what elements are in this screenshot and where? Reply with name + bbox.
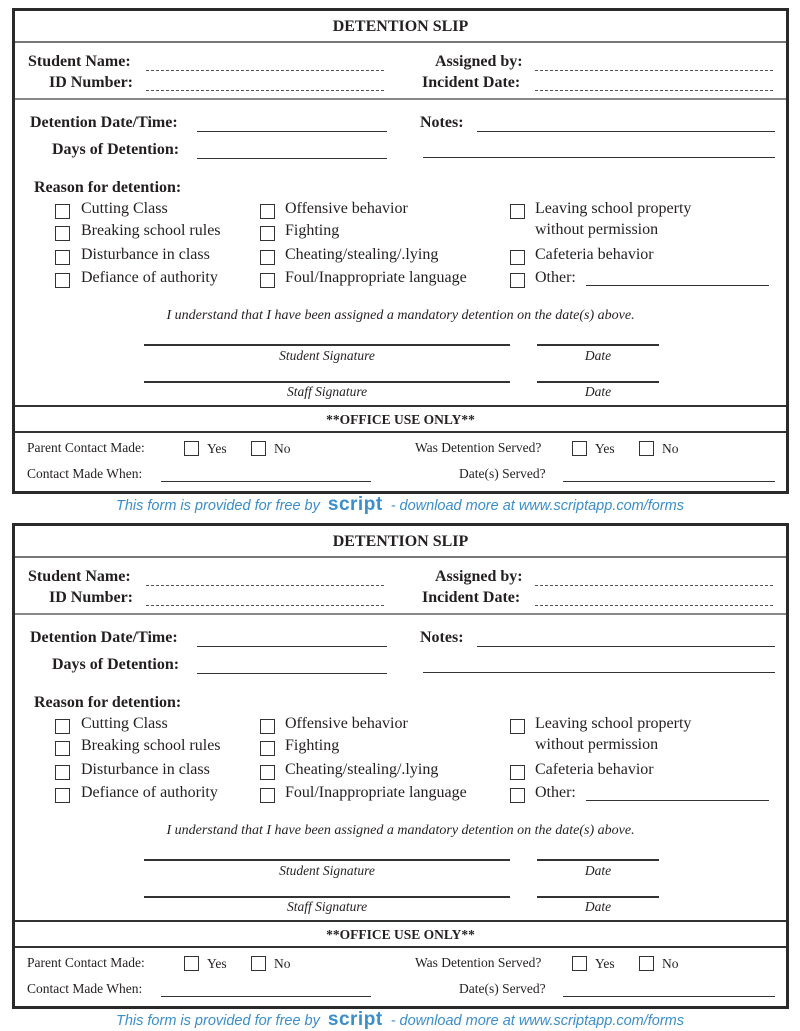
student-date-field[interactable] bbox=[537, 859, 659, 861]
footer-suffix[interactable]: - download more at www.scriptapp.com/forms bbox=[390, 498, 685, 514]
served-yes-label: Yes bbox=[595, 956, 615, 971]
served-no-label: No bbox=[662, 956, 679, 971]
disturbance-label: Disturbance in class bbox=[81, 761, 210, 778]
contact-when-label: Contact Made When: bbox=[27, 466, 143, 481]
reason-label: Reason for detention: bbox=[34, 694, 182, 711]
cutting-class-checkbox[interactable] bbox=[55, 719, 70, 734]
leaving-property-label: Leaving school property bbox=[535, 200, 692, 217]
reason-label: Reason for detention: bbox=[34, 179, 182, 196]
assigned-by-field[interactable] bbox=[535, 585, 773, 586]
disturbance-label: Disturbance in class bbox=[81, 246, 210, 263]
defiance-checkbox[interactable] bbox=[55, 273, 70, 288]
staff-signature-label: Staff Signature bbox=[286, 384, 368, 399]
other-field[interactable] bbox=[586, 285, 769, 286]
footer-credit bbox=[0, 494, 800, 516]
student-signature-field[interactable] bbox=[144, 344, 510, 346]
cafeteria-label: Cafeteria behavior bbox=[535, 761, 654, 778]
fighting-label: Fighting bbox=[285, 222, 340, 239]
fighting-checkbox[interactable] bbox=[260, 741, 275, 756]
divider bbox=[15, 613, 786, 615]
detention-slip bbox=[12, 8, 789, 494]
leaving-property-checkbox[interactable] bbox=[510, 204, 525, 219]
contact-when-field[interactable] bbox=[161, 481, 371, 482]
contact-when-label: Contact Made When: bbox=[27, 981, 143, 996]
detention-date-field[interactable] bbox=[197, 646, 387, 647]
parent-contact-no-checkbox[interactable] bbox=[251, 441, 266, 456]
staff-date-field[interactable] bbox=[537, 381, 659, 383]
office-use-title: **OFFICE USE ONLY** bbox=[326, 412, 475, 427]
dates-served-label: Date(s) Served? bbox=[459, 466, 546, 481]
id-number-label: ID Number: bbox=[49, 74, 133, 91]
divider bbox=[15, 98, 786, 100]
breaking-rules-checkbox[interactable] bbox=[55, 741, 70, 756]
foul-language-label: Foul/Inappropriate language bbox=[285, 269, 467, 286]
footer-prefix: This form is provided for free by bbox=[115, 1013, 320, 1029]
script-logo[interactable]: script bbox=[327, 1009, 383, 1030]
cheating-checkbox[interactable] bbox=[260, 250, 275, 265]
footer-prefix: This form is provided for free by bbox=[115, 498, 320, 514]
cheating-checkbox[interactable] bbox=[260, 765, 275, 780]
student-date-label: Date bbox=[584, 348, 612, 363]
served-yes-checkbox[interactable] bbox=[572, 441, 587, 456]
incident-date-label: Incident Date: bbox=[422, 74, 521, 91]
cheating-label: Cheating/stealing/.lying bbox=[285, 246, 439, 263]
student-signature-field[interactable] bbox=[144, 859, 510, 861]
detention-date-label: Detention Date/Time: bbox=[30, 114, 178, 131]
script-logo[interactable]: script bbox=[327, 494, 383, 515]
cafeteria-label: Cafeteria behavior bbox=[535, 246, 654, 263]
staff-date-field[interactable] bbox=[537, 896, 659, 898]
dates-served-label: Date(s) Served? bbox=[459, 981, 546, 996]
defiance-label: Defiance of authority bbox=[81, 784, 218, 801]
days-of-detention-field[interactable] bbox=[197, 673, 387, 674]
foul-language-label: Foul/Inappropriate language bbox=[285, 784, 467, 801]
offensive-behavior-checkbox[interactable] bbox=[260, 719, 275, 734]
notes-label: Notes: bbox=[420, 629, 464, 646]
foul-language-checkbox[interactable] bbox=[260, 788, 275, 803]
notes-field-1[interactable] bbox=[477, 131, 775, 132]
student-date-field[interactable] bbox=[537, 344, 659, 346]
parent-contact-no-label: No bbox=[274, 441, 291, 456]
offensive-behavior-label: Offensive behavior bbox=[285, 715, 408, 732]
id-number-label: ID Number: bbox=[49, 589, 133, 606]
staff-date-label: Date bbox=[584, 899, 612, 914]
student-name-label: Student Name: bbox=[28, 568, 131, 585]
notes-label: Notes: bbox=[420, 114, 464, 131]
detention-slip bbox=[12, 523, 789, 1009]
served-label: Was Detention Served? bbox=[415, 955, 542, 970]
id-number-field[interactable] bbox=[146, 605, 384, 606]
divider bbox=[15, 405, 786, 407]
incident-date-field[interactable] bbox=[535, 605, 773, 606]
other-label: Other: bbox=[535, 269, 576, 286]
parent-contact-label: Parent Contact Made: bbox=[27, 955, 145, 970]
leaving-property-label: Leaving school property bbox=[535, 715, 692, 732]
cheating-label: Cheating/stealing/.lying bbox=[285, 761, 439, 778]
fighting-label: Fighting bbox=[285, 737, 340, 754]
staff-date-label: Date bbox=[584, 384, 612, 399]
dates-served-field[interactable] bbox=[563, 481, 775, 482]
student-signature-label: Student Signature bbox=[279, 348, 375, 363]
detention-date-label: Detention Date/Time: bbox=[30, 629, 178, 646]
incident-date-field[interactable] bbox=[535, 90, 773, 91]
disturbance-checkbox[interactable] bbox=[55, 250, 70, 265]
fighting-checkbox[interactable] bbox=[260, 226, 275, 241]
offensive-behavior-label: Offensive behavior bbox=[285, 200, 408, 217]
incident-date-label: Incident Date: bbox=[422, 589, 521, 606]
staff-signature-field[interactable] bbox=[144, 896, 510, 898]
days-of-detention-label: Days of Detention: bbox=[52, 141, 180, 158]
breaking-rules-label: Breaking school rules bbox=[81, 737, 221, 754]
other-field[interactable] bbox=[586, 800, 769, 801]
parent-contact-yes-label: Yes bbox=[207, 441, 227, 456]
offensive-behavior-checkbox[interactable] bbox=[260, 204, 275, 219]
leaving-property-label-2: without permission bbox=[535, 221, 659, 238]
served-yes-label: Yes bbox=[595, 441, 615, 456]
served-yes-checkbox[interactable] bbox=[572, 956, 587, 971]
staff-signature-label: Staff Signature bbox=[286, 899, 368, 914]
notes-field-1[interactable] bbox=[477, 646, 775, 647]
days-of-detention-label: Days of Detention: bbox=[52, 656, 180, 673]
served-no-label: No bbox=[662, 441, 679, 456]
footer-suffix[interactable]: - download more at www.scriptapp.com/forms bbox=[390, 1013, 685, 1029]
days-of-detention-field[interactable] bbox=[197, 158, 387, 159]
defiance-checkbox[interactable] bbox=[55, 788, 70, 803]
defiance-label: Defiance of authority bbox=[81, 269, 218, 286]
disturbance-checkbox[interactable] bbox=[55, 765, 70, 780]
assigned-by-label: Assigned by: bbox=[435, 568, 523, 585]
student-name-field[interactable] bbox=[146, 70, 384, 71]
other-checkbox[interactable] bbox=[510, 273, 525, 288]
dates-served-field[interactable] bbox=[563, 996, 775, 997]
acknowledgement-text: I understand that I have been assigned a mandatory detention on the date(s) above. bbox=[166, 823, 635, 838]
cutting-class-label: Cutting Class bbox=[81, 715, 168, 732]
parent-contact-no-label: No bbox=[274, 956, 291, 971]
leaving-property-checkbox[interactable] bbox=[510, 719, 525, 734]
cafeteria-checkbox[interactable] bbox=[510, 250, 525, 265]
other-checkbox[interactable] bbox=[510, 788, 525, 803]
foul-language-checkbox[interactable] bbox=[260, 273, 275, 288]
slip-title: DETENTION SLIP bbox=[15, 526, 786, 558]
served-no-checkbox[interactable] bbox=[639, 956, 654, 971]
breaking-rules-checkbox[interactable] bbox=[55, 226, 70, 241]
contact-when-field[interactable] bbox=[161, 996, 371, 997]
cutting-class-label: Cutting Class bbox=[81, 200, 168, 217]
staff-signature-field[interactable] bbox=[144, 381, 510, 383]
divider bbox=[15, 946, 786, 948]
detention-date-field[interactable] bbox=[197, 131, 387, 132]
acknowledgement-text: I understand that I have been assigned a mandatory detention on the date(s) above. bbox=[166, 308, 635, 323]
leaving-property-label-2: without permission bbox=[535, 736, 659, 753]
breaking-rules-label: Breaking school rules bbox=[81, 222, 221, 239]
parent-contact-label: Parent Contact Made: bbox=[27, 440, 145, 455]
slip-title: DETENTION SLIP bbox=[15, 11, 786, 43]
office-use-title: **OFFICE USE ONLY** bbox=[326, 927, 475, 942]
parent-contact-yes-checkbox[interactable] bbox=[184, 956, 199, 971]
divider bbox=[15, 920, 786, 922]
id-number-field[interactable] bbox=[146, 90, 384, 91]
cafeteria-checkbox[interactable] bbox=[510, 765, 525, 780]
student-signature-label: Student Signature bbox=[279, 863, 375, 878]
cutting-class-checkbox[interactable] bbox=[55, 204, 70, 219]
other-label: Other: bbox=[535, 784, 576, 801]
student-name-label: Student Name: bbox=[28, 53, 131, 70]
divider bbox=[15, 431, 786, 433]
assigned-by-field[interactable] bbox=[535, 70, 773, 71]
parent-contact-yes-checkbox[interactable] bbox=[184, 441, 199, 456]
served-no-checkbox[interactable] bbox=[639, 441, 654, 456]
parent-contact-no-checkbox[interactable] bbox=[251, 956, 266, 971]
parent-contact-yes-label: Yes bbox=[207, 956, 227, 971]
served-label: Was Detention Served? bbox=[415, 440, 542, 455]
footer-credit bbox=[0, 1009, 800, 1031]
assigned-by-label: Assigned by: bbox=[435, 53, 523, 70]
notes-field-2[interactable] bbox=[423, 672, 775, 673]
notes-field-2[interactable] bbox=[423, 157, 775, 158]
student-name-field[interactable] bbox=[146, 585, 384, 586]
student-date-label: Date bbox=[584, 863, 612, 878]
